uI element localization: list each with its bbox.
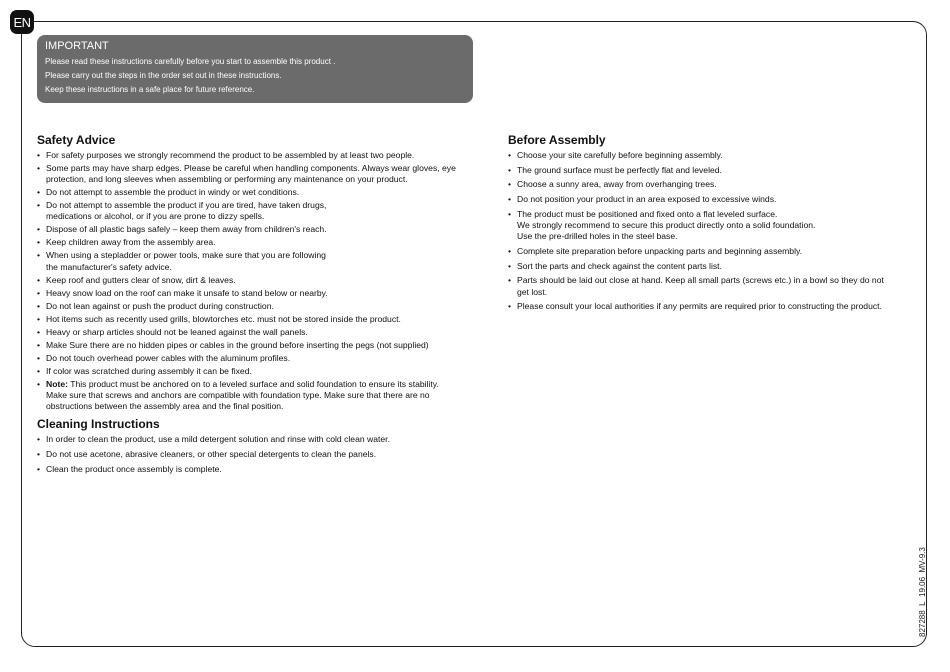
list-item: • Do not position your product in an area exposed to excessive winds. xyxy=(508,194,893,205)
left-column xyxy=(37,133,477,477)
list-item: • Sort the parts and check against the content parts list. xyxy=(508,261,893,272)
list-item: • Choose a sunny area, away from overhanging trees. xyxy=(508,179,893,190)
important-notice xyxy=(37,35,473,103)
list-item: • Do not touch overhead power cables with the aluminum profiles. xyxy=(37,353,477,364)
before-assembly-list xyxy=(508,150,893,312)
list-item: • Please consult your local authorities if any permits are required prior to constructing the product. xyxy=(508,301,893,312)
list-item: • Do not attempt to assemble the product if you are tired, have taken drugs, medications or alcohol, or if you are prone to dizzy spells. xyxy=(37,200,477,222)
safety-heading: Safety Advice xyxy=(37,133,116,147)
list-item: • Complete site preparation before unpacking parts and beginning assembly. xyxy=(508,246,893,257)
list-item: • Keep children away from the assembly area. xyxy=(37,237,477,248)
list-item: • If color was scratched during assembly it can be fixed. xyxy=(37,366,477,377)
document-code: 827288_L_19.06_MV-9.3 xyxy=(918,547,927,637)
list-item: • Keep roof and gutters clear of snow, dirt & leaves. xyxy=(37,275,477,286)
cleaning-heading: Cleaning Instructions xyxy=(37,417,160,432)
list-item: • Hot items such as recently used grills, blowtorches etc. must not be stored inside the product. xyxy=(37,314,477,325)
important-line: Please read these instructions carefully before you start to assemble this product . xyxy=(45,57,336,66)
list-item: • Choose your site carefully before beginning assembly. xyxy=(508,150,893,161)
important-line: Keep these instructions in a safe place for future reference. xyxy=(45,85,255,94)
list-item: • Some parts may have sharp edges. Please be careful when handling components. Always wear gloves, eye protection, and long sleeves when assembling or performing any maintenance on your product. xyxy=(37,163,477,185)
list-item: • Do not use acetone, abrasive cleaners, or other special detergents to clean the panels. xyxy=(37,449,477,460)
list-item: • In order to clean the product, use a mild detergent solution and rinse with cold clean water. xyxy=(37,434,477,445)
important-title: IMPORTANT xyxy=(45,40,109,52)
language-badge: EN xyxy=(10,10,34,34)
cleaning-list xyxy=(37,434,477,475)
note-label: Note: xyxy=(46,378,68,389)
note-item xyxy=(37,379,477,413)
list-item: • Dispose of all plastic bags safely – keep them away from children's reach. xyxy=(37,224,477,235)
note-text: This product must be anchored on to a leveled surface and solid foundation to ensure its stability. Make sure that screws and anchors are compatible with foundation type. Make sure that there are no obstructions between the assembly area and the final position. xyxy=(46,378,439,412)
list-item: • Do not attempt to assemble the product in windy or wet conditions. xyxy=(37,187,477,198)
important-line: Please carry out the steps in the order set out in these instructions. xyxy=(45,71,282,80)
list-item: • For safety purposes we strongly recommend the product to be assembled by at least two people. xyxy=(37,150,477,161)
safety-list xyxy=(37,150,477,412)
list-item: • The product must be positioned and fixed onto a flat leveled surface. We strongly recommend to secure this product directly onto a solid foundation. Use the pre-drilled holes in the steel base. xyxy=(508,209,893,243)
list-item: • Do not lean against or push the product during construction. xyxy=(37,301,477,312)
list-item: • When using a stepladder or power tools, make sure that you are following the manufacturer's safety advice. xyxy=(37,250,477,272)
before-assembly-heading: Before Assembly xyxy=(508,133,606,147)
list-item: • Heavy or sharp articles should not be leaned against the wall panels. xyxy=(37,327,477,338)
list-item: • Clean the product once assembly is complete. xyxy=(37,464,477,475)
list-item: • Parts should be laid out close at hand. Keep all small parts (screws etc.) in a bowl so they do not get lost. xyxy=(508,275,893,297)
list-item: • The ground surface must be perfectly flat and leveled. xyxy=(508,165,893,176)
list-item: • Heavy snow load on the roof can make it unsafe to stand below or nearby. xyxy=(37,288,477,299)
right-column xyxy=(508,133,893,316)
list-item: • Make Sure there are no hidden pipes or cables in the ground before inserting the pegs (not supplied) xyxy=(37,340,477,351)
